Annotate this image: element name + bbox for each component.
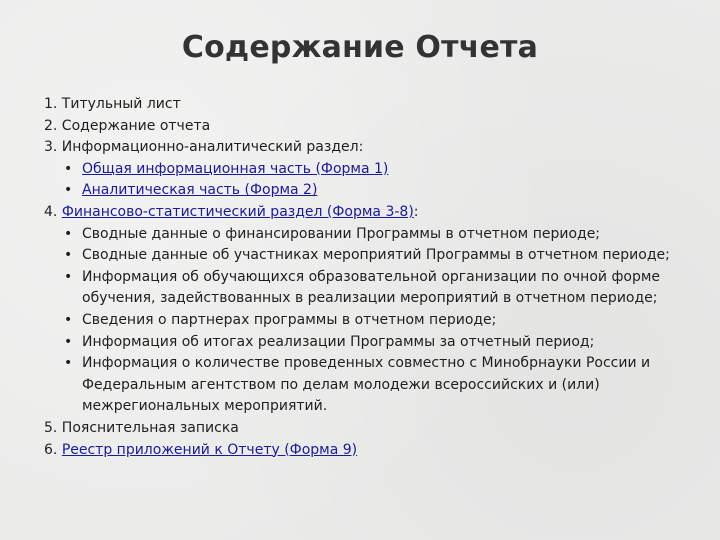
bullet-item — [44, 332, 684, 354]
item-number: 6. — [44, 441, 62, 458]
bullet-item — [44, 267, 684, 310]
report-contents-list — [44, 94, 684, 461]
bullet-item — [44, 245, 684, 267]
bullet-item — [44, 180, 684, 202]
bullet-icon: • — [64, 333, 73, 350]
page-title: Содержание Отчета — [181, 30, 539, 65]
list-item: 2. Содержание отчета — [44, 117, 211, 134]
list-item: 3. Информационно-аналитический раздел: — [44, 139, 364, 156]
item-suffix: : — [413, 203, 419, 220]
bullet-text: Сведения о партнерах программы в отчетном периоде; — [82, 311, 497, 328]
bullet-icon: • — [64, 355, 73, 372]
bullet-text: Информация о количестве проведенных совместно с Минобрнауки России и Федеральным агентством по делам молодежи всероссийских и (или) межрегиональных мероприятий. — [82, 355, 651, 415]
bullet-item — [44, 224, 684, 246]
bullet-icon: • — [64, 160, 73, 177]
list-item — [44, 202, 684, 224]
bullet-text: Сводные данные об участниках мероприятий Программы в отчетном периоде; — [82, 247, 670, 264]
list-item — [44, 440, 684, 462]
bullet-icon: • — [64, 182, 73, 199]
bullet-item — [44, 310, 684, 332]
list-item: 1. Титульный лист — [44, 96, 181, 112]
form-1-link[interactable]: Общая информационная часть (Форма 1) — [82, 160, 389, 177]
bullet-text: Сводные данные о финансировании Программы в отчетном периоде; — [82, 225, 601, 242]
bullet-item — [44, 353, 684, 418]
list-item: 5. Пояснительная записка — [44, 419, 239, 436]
bullet-item — [44, 159, 684, 181]
bullet-icon: • — [64, 311, 73, 328]
bullet-icon: • — [64, 247, 73, 264]
form-2-link[interactable]: Аналитическая часть (Форма 2) — [82, 182, 318, 199]
bullet-icon: • — [64, 225, 73, 242]
bullet-text: Информация об итогах реализации Программы за отчетный период; — [82, 333, 595, 350]
bullet-icon: • — [64, 268, 73, 285]
form-3-8-link[interactable]: Финансово-статистический раздел (Форма 3-8) — [61, 203, 414, 220]
bullet-text: Информация об обучающихся образовательной организации по очной форме обучения, задействованных в реализации мероприятий в отчетном периоде; — [82, 268, 661, 307]
form-9-link[interactable]: Реестр приложений к Отчету (Форма 9) — [61, 441, 358, 458]
item-number: 4. — [44, 203, 62, 220]
